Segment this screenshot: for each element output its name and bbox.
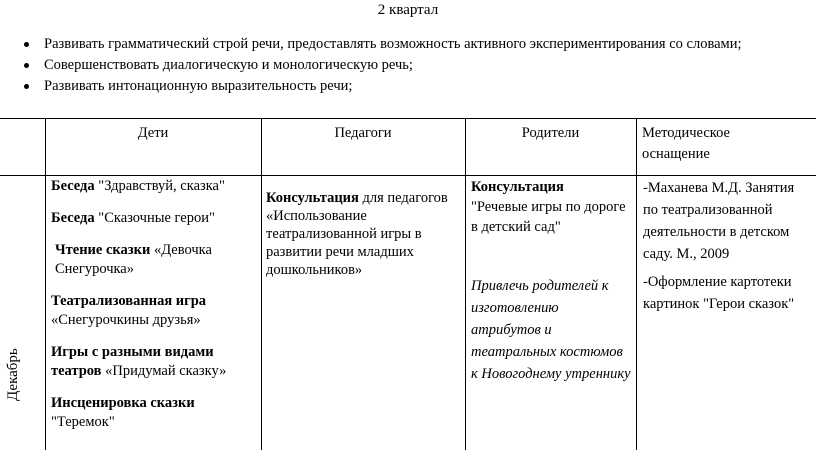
children-activity: Игры с разными видами театров «Придумай сказку»: [51, 344, 227, 379]
parents-consult-topic: "Речевые игры по дороге в детский сад": [471, 199, 626, 235]
goals-list: [24, 34, 742, 97]
header-teachers: Педагоги: [334, 125, 392, 141]
table-header-divider: [0, 175, 816, 176]
children-activity: Театрализованная игра «Снегурочкины друзья»: [51, 293, 207, 328]
header-children: Дети: [137, 125, 169, 141]
children-activity: Беседа "Здравствуй, сказка": [51, 178, 225, 194]
month-label: Декабрь: [5, 348, 21, 401]
methods-item: -Маханева М.Д. Занятия по театрализованной деятельности в детском саду. М., 2009: [643, 180, 795, 262]
bullet-icon: [24, 84, 29, 89]
parents-involvement: Привлечь родителей к изготовлению атрибутов и театральных костюмов к Новогоднему утреннику: [471, 278, 631, 382]
children-cell: [51, 177, 257, 432]
table-divider: [465, 119, 466, 450]
teachers-cell: [266, 189, 458, 279]
page-title: 2 квартал: [377, 2, 439, 18]
plan-table: [0, 118, 816, 450]
header-parents: Родители: [521, 125, 580, 141]
goal-item: Развивать интонационную выразительность речи;: [24, 76, 742, 97]
goal-item: Совершенствовать диалогическую и монологическую речь;: [24, 55, 742, 76]
parents-cell: [471, 177, 631, 385]
parents-consult-title: Консультация: [471, 179, 564, 195]
methods-item: -Оформление картотеки картинок "Герои сказок": [643, 274, 795, 312]
table-divider: [636, 119, 637, 450]
methods-cell: [643, 177, 811, 315]
children-activity: Беседа "Сказочные герои": [51, 210, 215, 226]
goal-item: Развивать грамматический строй речи, предоставлять возможность активного экспериментирования со словами;: [24, 34, 742, 55]
table-divider: [45, 119, 46, 450]
header-methods: Методическое оснащение: [642, 125, 730, 162]
bullet-icon: [24, 42, 29, 47]
children-activity: Чтение сказки «Девочка Снегурочка»: [55, 242, 212, 277]
bullet-icon: [24, 63, 29, 68]
table-divider: [261, 119, 262, 450]
children-activity: Инсценировка сказки "Теремок": [51, 395, 195, 430]
teachers-activity: Консультация для педагогов «Использование театрализованной игры в развитии речи младших дошкольников»: [266, 190, 448, 278]
